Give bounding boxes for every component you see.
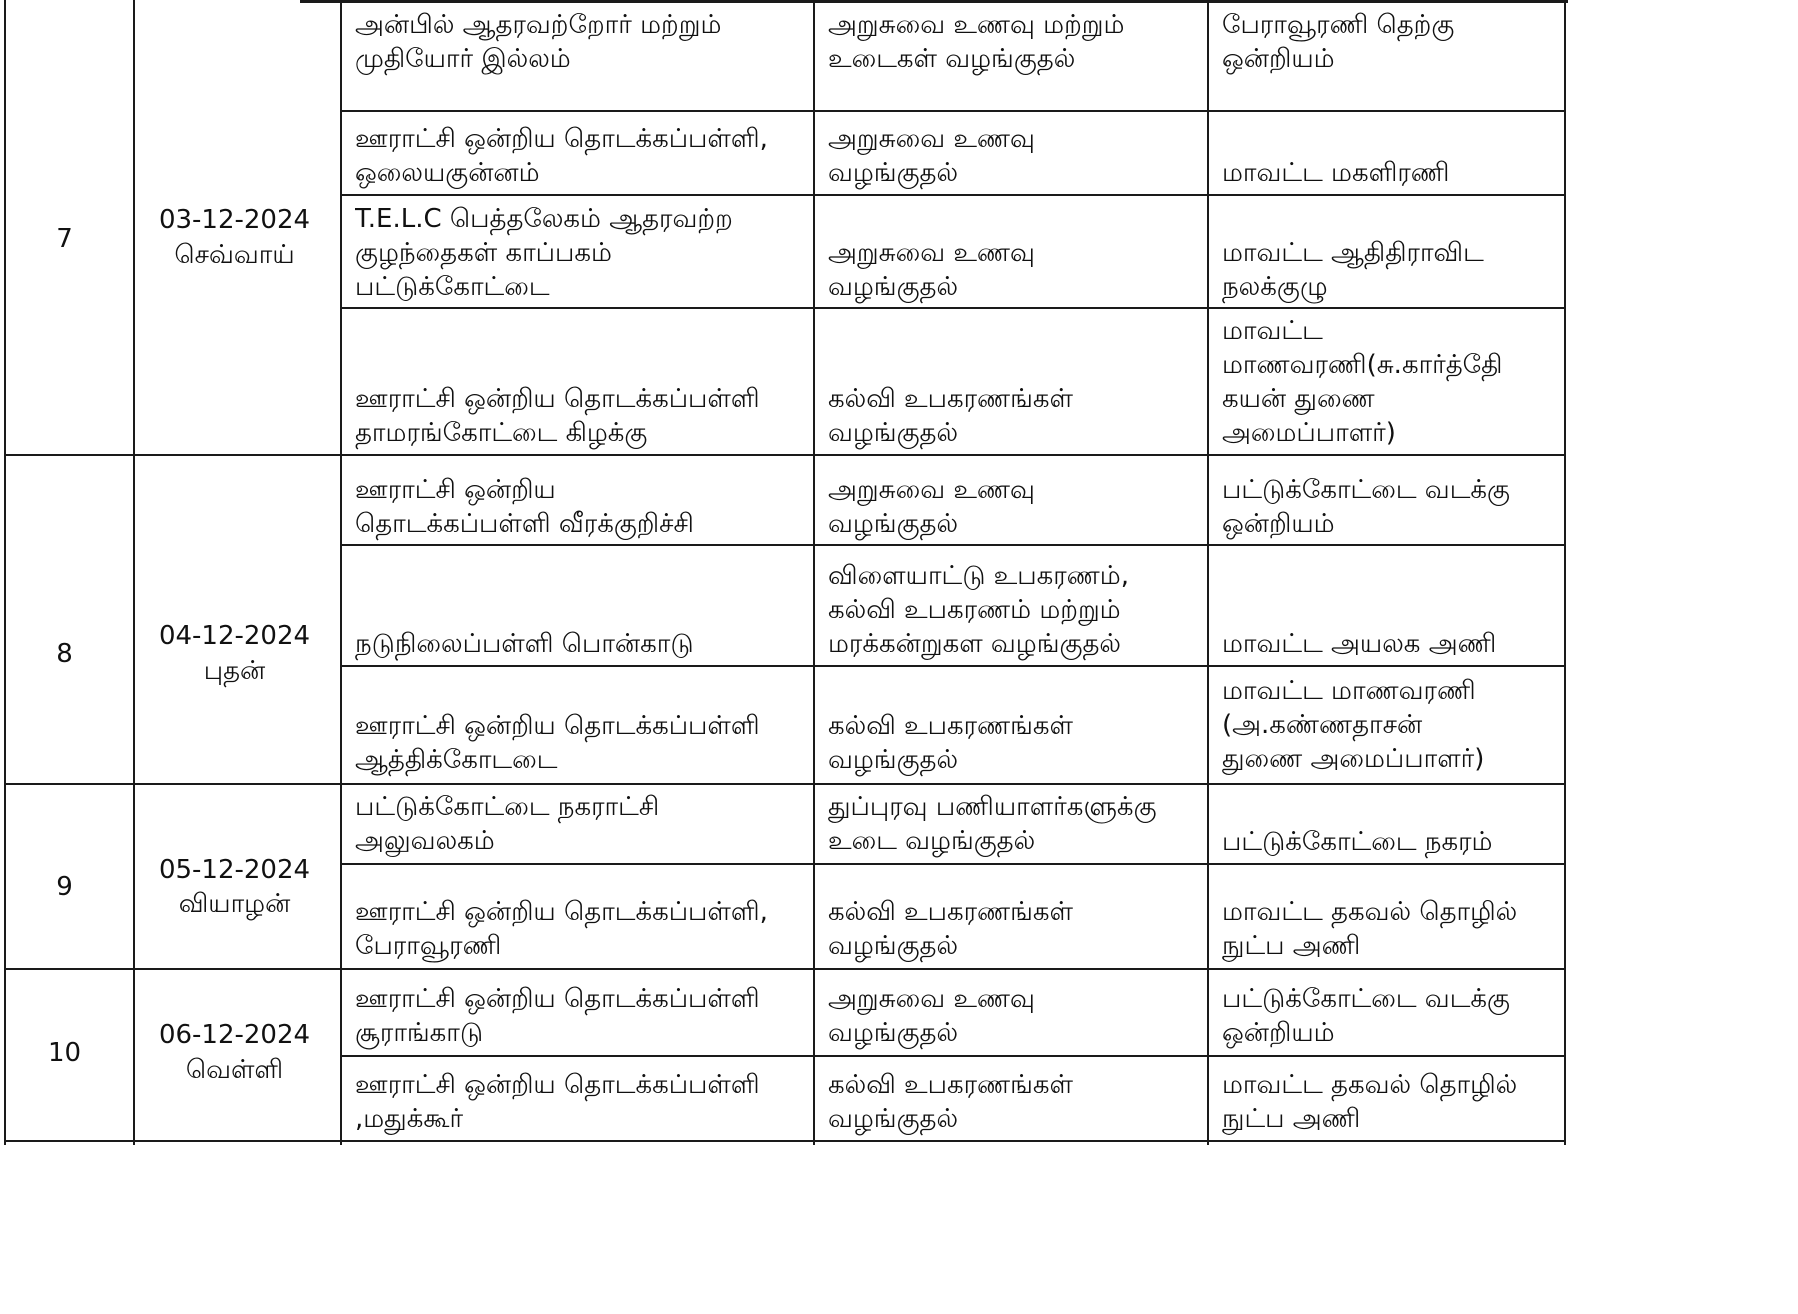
group-7-row-1-activity: அறுசுவை உணவு மற்றும் உடைகள் வழங்குதல்: [828, 10, 1125, 74]
group-7-row-4-activity: கல்வி உபகரணங்கள் வழங்குதல்: [828, 384, 1074, 448]
row-rule: [340, 863, 1566, 865]
row-rule: [340, 665, 1566, 667]
group-rule: [4, 968, 1566, 970]
group-7-row-3-place: T.E.L.C பெத்தலேகம் ஆதரவற்ற குழந்தைகள் காப்பகம் பட்டுக்கோட்டை: [355, 204, 733, 302]
group-9-row-1-place: பட்டுக்கோட்டை நகராட்சி அலுவலகம்: [355, 792, 660, 856]
group-7-row-3-unit: மாவட்ட ஆதிதிராவிட நலக்குழு: [1222, 238, 1484, 302]
group-7-row-2-place: ஊராட்சி ஒன்றிய தொடக்கப்பள்ளி, ஒலையகுன்னம்: [355, 124, 768, 188]
group-rule: [4, 783, 1566, 785]
group-10-date: 06-12-2024: [158, 1020, 311, 1050]
group-rule: [4, 454, 1566, 456]
group-8-row-1-place: ஊராட்சி ஒன்றிய தொடக்கப்பள்ளி வீரக்குறிச்சி: [355, 475, 694, 539]
group-8-sno: 8: [56, 639, 73, 669]
group-8-row-3-place: ஊராட்சி ஒன்றிய தொடக்கப்பள்ளி ஆத்திக்கோடடை: [355, 711, 760, 775]
group-10-row-1-place: ஊராட்சி ஒன்றிய தொடக்கப்பள்ளி சூராங்காடு: [355, 984, 760, 1048]
group-7-sno: 7: [56, 224, 73, 254]
group-8-row-3-activity: கல்வி உபகரணங்கள் வழங்குதல்: [828, 711, 1074, 775]
group-10-row-1-activity: அறுசுவை உணவு வழங்குதல்: [828, 984, 1035, 1048]
group-7-row-2-activity: அறுசுவை உணவு வழங்குதல்: [828, 124, 1035, 188]
group-8-row-2-place: நடுநிலைப்பள்ளி பொன்காடு: [355, 629, 694, 659]
vertical-rule-sno-date: [133, 0, 135, 1145]
group-10-day: வெள்ளி: [185, 1055, 284, 1085]
vertical-rule-date-place: [340, 0, 342, 1145]
group-9-row-1-activity: துப்புரவு பணியாளர்களுக்கு உடை வழங்குதல்: [828, 792, 1157, 856]
row-rule: [340, 544, 1566, 546]
vertical-rule-activity-unit: [1207, 0, 1209, 1145]
vertical-rule-place-activity: [813, 0, 815, 1145]
group-8-row-2-activity: விளையாட்டு உபகரணம், கல்வி உபகரணம் மற்றும் மரக்கன்றுகள வழங்குதல்: [828, 561, 1129, 659]
group-7-row-4-unit: மாவட்ட மாணவரணி(சு.கார்த்திே கயன் துணை அமைப்பாளர்): [1222, 316, 1503, 448]
group-8-row-2-unit: மாவட்ட அயலக அணி: [1222, 629, 1497, 659]
group-7-row-1-place: அன்பில் ஆதரவற்றோர் மற்றும் முதியோர் இல்லம்: [355, 10, 722, 74]
group-10-row-2-unit: மாவட்ட தகவல் தொழில் நுட்ப அணி: [1222, 1070, 1518, 1134]
group-7-row-3-activity: அறுசுவை உணவு வழங்குதல்: [828, 238, 1035, 302]
group-9-day: வியாழன்: [178, 889, 291, 919]
group-8-date: 04-12-2024: [158, 621, 311, 651]
row-rule: [340, 194, 1566, 196]
vertical-rule-right: [1564, 0, 1566, 1145]
group-9-row-1-unit: பட்டுக்கோட்டை நகரம்: [1222, 827, 1493, 857]
group-10-row-2-activity: கல்வி உபகரணங்கள் வழங்குதல்: [828, 1070, 1074, 1134]
row-rule: [340, 307, 1566, 309]
group-8-row-1-activity: அறுசுவை உணவு வழங்குதல்: [828, 475, 1035, 539]
group-8-day: புதன்: [203, 656, 266, 686]
group-8-row-1-unit: பட்டுக்கோட்டை வடக்கு ஒன்றியம்: [1222, 475, 1510, 539]
group-9-row-2-place: ஊராட்சி ஒன்றிய தொடக்கப்பள்ளி, பேராவூரணி: [355, 897, 768, 961]
group-8-row-3-unit: மாவட்ட மாணவரணி (அ.கண்ணதாசன் துணை அமைப்பாளர்): [1222, 676, 1485, 774]
vertical-rule-left: [4, 0, 6, 1145]
group-9-sno: 9: [56, 872, 73, 902]
group-9-row-2-activity: கல்வி உபகரணங்கள் வழங்குதல்: [828, 897, 1074, 961]
group-9-row-2-unit: மாவட்ட தகவல் தொழில் நுட்ப அணி: [1222, 897, 1518, 961]
group-7-row-2-unit: மாவட்ட மகளிரணி: [1222, 158, 1450, 188]
table-top-rule: [300, 0, 1568, 3]
group-10-row-1-unit: பட்டுக்கோட்டை வடக்கு ஒன்றியம்: [1222, 984, 1510, 1048]
row-rule: [340, 1055, 1566, 1057]
group-10-row-2-place: ஊராட்சி ஒன்றிய தொடக்கப்பள்ளி ,மதுக்கூர்: [355, 1070, 760, 1134]
group-10-sno: 10: [47, 1038, 82, 1068]
group-7-row-1-unit: பேராவூரணி தெற்கு ஒன்றியம்: [1222, 10, 1455, 74]
group-7-day: செவ்வாய்: [174, 240, 295, 270]
row-rule: [340, 110, 1566, 112]
group-9-date: 05-12-2024: [158, 855, 311, 885]
group-7-date: 03-12-2024: [158, 205, 311, 235]
group-7-row-4-place: ஊராட்சி ஒன்றிய தொடக்கப்பள்ளி தாமரங்கோட்டை கிழக்கு: [355, 384, 760, 448]
group-rule: [4, 1140, 1566, 1142]
